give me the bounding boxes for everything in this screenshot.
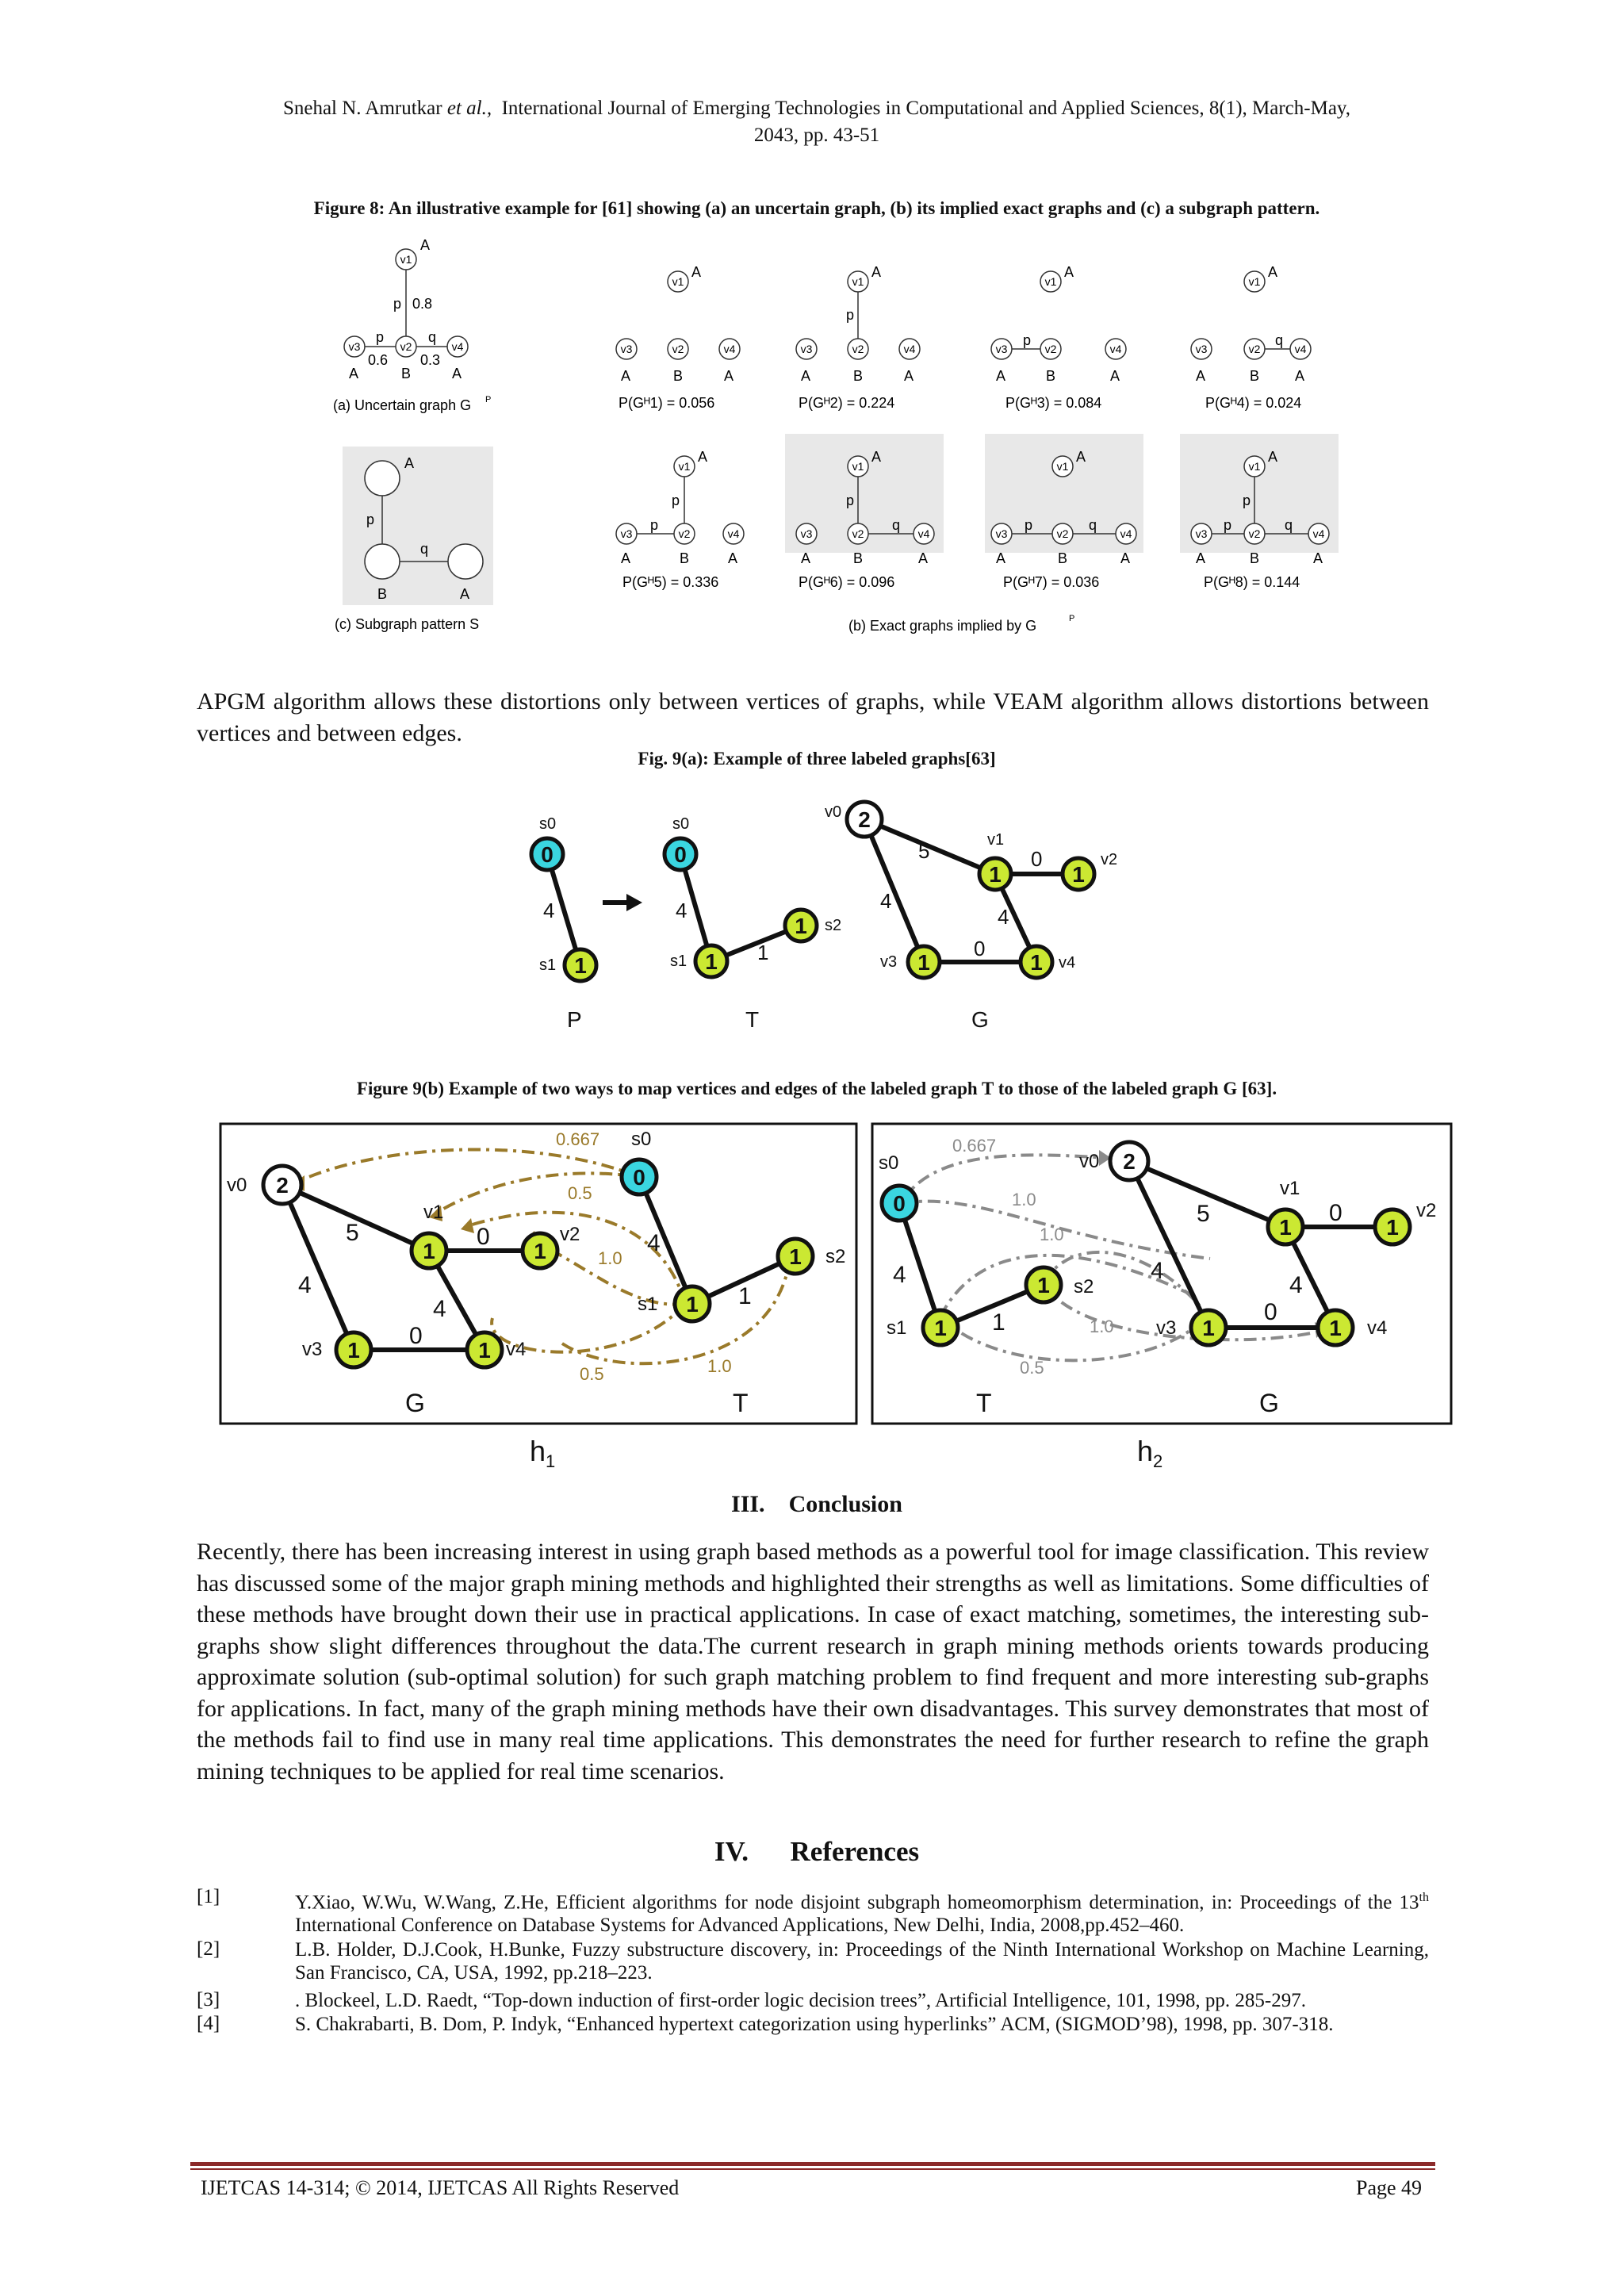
svg-text:1: 1 (574, 953, 587, 978)
svg-text:1: 1 (1279, 1215, 1292, 1240)
svg-text:v0: v0 (825, 803, 842, 821)
svg-text:v3: v3 (348, 340, 361, 353)
svg-text:A: A (1064, 264, 1074, 280)
figure-9b (219, 1120, 1453, 1477)
svg-text:p: p (1025, 517, 1033, 533)
svg-text:v1: v1 (1056, 460, 1069, 473)
svg-text:v3: v3 (880, 953, 898, 971)
svg-text:v4: v4 (903, 343, 916, 355)
svg-text:v4: v4 (917, 527, 930, 540)
svg-text:A: A (1196, 368, 1206, 384)
exact-graphs-label: (b) Exact graphs implied by G (848, 618, 1037, 634)
svg-text:P(Gᴴ4) = 0.024: P(Gᴴ4) = 0.024 (1205, 395, 1302, 411)
svg-text:q: q (1275, 332, 1284, 348)
ref-2-number: [2] (197, 1938, 220, 1960)
exact-graph-1 (616, 264, 740, 411)
ref-4-number: [4] (197, 2013, 220, 2034)
svg-text:v3: v3 (1156, 1317, 1177, 1339)
svg-text:v4: v4 (1109, 343, 1122, 355)
svg-text:q: q (420, 541, 429, 557)
svg-text:0: 0 (409, 1323, 423, 1349)
footer-rule-thin (190, 2168, 1435, 2170)
svg-text:1: 1 (1386, 1215, 1399, 1240)
svg-text:v2: v2 (400, 340, 412, 353)
svg-text:v4: v4 (1294, 343, 1307, 355)
exact-graph-4 (1191, 264, 1311, 411)
svg-text:5: 5 (918, 839, 930, 863)
svg-text:1: 1 (1030, 950, 1043, 975)
svg-text:4: 4 (880, 889, 892, 913)
svg-text:4: 4 (1289, 1272, 1303, 1298)
svg-text:1: 1 (992, 1309, 1005, 1336)
svg-text:(a) Uncertain graph G: (a) Uncertain graph G (333, 397, 472, 413)
svg-text:A: A (420, 237, 431, 253)
svg-text:p: p (1023, 332, 1032, 348)
svg-text:p: p (846, 307, 855, 323)
svg-text:p: p (846, 493, 855, 508)
svg-text:1: 1 (917, 950, 930, 975)
svg-text:B: B (1058, 550, 1068, 566)
svg-text:A: A (724, 368, 734, 384)
svg-text:4: 4 (1151, 1258, 1164, 1284)
svg-text:1.0: 1.0 (1012, 1190, 1036, 1209)
svg-text:4: 4 (998, 905, 1009, 929)
svg-text:A: A (404, 455, 415, 471)
svg-text:s2: s2 (825, 917, 842, 934)
figure-9a-caption: Fig. 9(a): Example of three labeled graphs[63] (638, 749, 996, 769)
svg-text:v3: v3 (800, 527, 813, 540)
svg-text:A: A (1110, 368, 1120, 384)
svg-text:1: 1 (757, 941, 769, 964)
svg-text:s0: s0 (631, 1129, 652, 1150)
svg-text:P(Gᴴ3) = 0.084: P(Gᴴ3) = 0.084 (1005, 395, 1102, 411)
svg-text:A: A (728, 550, 738, 566)
svg-text:A: A (698, 449, 708, 465)
svg-text:v1: v1 (852, 460, 864, 473)
svg-text:0: 0 (541, 842, 553, 867)
svg-text:B: B (1046, 368, 1056, 384)
svg-text:B: B (377, 586, 388, 602)
svg-text:v1: v1 (423, 1202, 444, 1223)
svg-text:0: 0 (1264, 1299, 1277, 1325)
svg-text:(c) Subgraph pattern S: (c) Subgraph pattern S (335, 616, 480, 632)
svg-text:p: p (1224, 517, 1232, 533)
svg-text:q: q (892, 517, 901, 533)
svg-text:4: 4 (298, 1272, 312, 1298)
svg-text:0: 0 (1329, 1200, 1342, 1226)
svg-text:1.0: 1.0 (1090, 1317, 1114, 1336)
svg-text:1: 1 (478, 1338, 491, 1363)
exact-graph-2 (796, 264, 920, 411)
svg-text:v1: v1 (400, 253, 412, 266)
panel-subgraph (343, 447, 493, 605)
svg-text:1: 1 (738, 1283, 752, 1309)
svg-text:P(Gᴴ7) = 0.036: P(Gᴴ7) = 0.036 (1003, 574, 1100, 590)
svg-text:0: 0 (974, 937, 986, 960)
svg-text:1: 1 (989, 862, 1002, 887)
svg-text:A: A (801, 550, 811, 566)
ref-3-text: . Blockeel, L.D. Raedt, “Top-down induction of first-order logic decision trees”, Artificial Intelligence, 101, 1998, pp. 285-297. (295, 1990, 1306, 2011)
svg-text:1: 1 (795, 914, 807, 938)
svg-text:P(Gᴴ6) = 0.096: P(Gᴴ6) = 0.096 (799, 574, 895, 590)
svg-text:4: 4 (433, 1296, 446, 1322)
svg-text:v2: v2 (672, 343, 684, 355)
svg-text:v2: v2 (1248, 527, 1261, 540)
svg-text:A: A (691, 264, 702, 280)
svg-text:1: 1 (1037, 1273, 1050, 1297)
svg-text:B: B (401, 366, 412, 381)
exact-graph-5 (616, 449, 744, 590)
svg-text:A: A (996, 550, 1006, 566)
figure-9a (508, 789, 1158, 1043)
svg-text:P(Gᴴ1) = 0.056: P(Gᴴ1) = 0.056 (619, 395, 715, 411)
svg-text:A: A (1076, 449, 1086, 465)
ref-3-number: [3] (197, 1989, 220, 2010)
svg-text:v1: v1 (672, 275, 684, 288)
svg-text:v1: v1 (852, 275, 864, 288)
svg-text:G: G (405, 1389, 425, 1417)
svg-text:v0: v0 (227, 1175, 247, 1196)
svg-text:v2: v2 (852, 343, 864, 355)
conclusion-paragraph: Recently, there has been increasing interest in using graph based methods as a powerful tool for image classification. This review has discussed some of the major graph mining methods and highlighted their strengths as well as limitations. Some difficulties of these methods have brought down their use in practical applications. In case of exact matching, sometimes, the interesting sub-graphs show slight differences throughout the data.The current research in graph mining methods orients towards producing approximate solution (sub-optimal solution) for such graph matching problem to find frequent and more interesting sub-graphs for applications. In fact, many of the graph mining methods have their own disadvantages. This survey demonstrates that most of the methods fail to find use in many real time applications. This demonstrates the need for further research to refine the graph mining techniques to be applied for real time scenarios. (197, 1539, 1429, 1784)
svg-text:1.0: 1.0 (1040, 1225, 1064, 1244)
svg-text:A: A (1313, 550, 1323, 566)
svg-text:q: q (1285, 517, 1293, 533)
svg-text:p: p (376, 329, 385, 345)
svg-text:2: 2 (858, 807, 871, 832)
svg-text:0: 0 (893, 1191, 906, 1216)
svg-text:0.6: 0.6 (368, 352, 389, 368)
svg-text:s0: s0 (539, 815, 557, 833)
svg-text:v2: v2 (560, 1224, 580, 1245)
svg-text:p: p (672, 493, 680, 508)
svg-text:B: B (1250, 368, 1260, 384)
svg-text:0: 0 (477, 1224, 490, 1250)
svg-text:G: G (1259, 1389, 1279, 1417)
svg-text:0: 0 (674, 842, 687, 867)
svg-text:p: p (1243, 493, 1251, 508)
svg-text:A: A (918, 550, 929, 566)
svg-text:4: 4 (543, 899, 555, 922)
figure-9b-caption: Figure 9(b) Example of two ways to map vertices and edges of the labeled graph T to those of the labeled graph G [63]. (356, 1079, 1277, 1098)
svg-text:v2: v2 (1056, 527, 1069, 540)
svg-text:A: A (871, 264, 882, 280)
svg-text:4: 4 (676, 899, 688, 922)
svg-text:v2: v2 (1044, 343, 1057, 355)
svg-text:s0: s0 (672, 815, 690, 833)
svg-text:A: A (1120, 550, 1131, 566)
running-header: Snehal N. Amrutkar et al., International Journal of Emerging Technologies in Computational and Applied Sciences, 8(1), March-May, 2043, pp. 43-51 (282, 98, 1351, 146)
svg-text:1: 1 (705, 949, 718, 974)
svg-text:1: 1 (1072, 862, 1085, 887)
svg-text:1: 1 (686, 1292, 699, 1317)
svg-text:v4: v4 (1059, 954, 1076, 972)
svg-text:v4: v4 (1120, 527, 1132, 540)
svg-text:0: 0 (633, 1165, 645, 1190)
svg-text:s1: s1 (539, 956, 557, 974)
svg-text:v1: v1 (987, 831, 1005, 849)
svg-text:1: 1 (934, 1316, 947, 1340)
svg-text:A: A (621, 368, 631, 384)
svg-text:q: q (428, 329, 437, 345)
svg-text:s1: s1 (638, 1294, 658, 1315)
svg-text:A: A (1268, 264, 1278, 280)
svg-text:q: q (1089, 517, 1097, 533)
svg-text:1: 1 (789, 1244, 802, 1269)
svg-text:4: 4 (647, 1230, 661, 1256)
svg-text:B: B (853, 368, 864, 384)
svg-text:P: P (485, 395, 492, 404)
svg-text:v2: v2 (852, 527, 864, 540)
svg-text:v0: v0 (1079, 1151, 1100, 1172)
references-heading: IV. References (714, 1836, 920, 1867)
svg-text:2: 2 (1123, 1149, 1136, 1174)
svg-text:1: 1 (1202, 1316, 1215, 1340)
svg-text:p: p (366, 512, 375, 527)
svg-text:0.3: 0.3 (420, 352, 441, 368)
svg-text:s1: s1 (887, 1317, 907, 1339)
svg-text:v3: v3 (302, 1339, 323, 1360)
svg-text:B: B (1250, 550, 1260, 566)
svg-text:v2: v2 (678, 527, 691, 540)
svg-text:B: B (853, 550, 864, 566)
svg-text:v1: v1 (1280, 1178, 1300, 1199)
svg-text:1: 1 (423, 1239, 435, 1263)
h2-label: $h_2$ (1137, 1435, 1163, 1471)
svg-text:5: 5 (346, 1220, 359, 1246)
svg-text:v4: v4 (451, 340, 464, 353)
svg-text:4: 4 (893, 1262, 906, 1288)
ref-4-text: S. Chakrabarti, B. Dom, P. Indyk, “Enhanced hypertext categorization using hyperlinks” ACM, (SIGMOD’98), 1998, pp. 307-318. (295, 2014, 1334, 2035)
svg-text:0.5: 0.5 (568, 1183, 592, 1203)
svg-text:T: T (745, 1007, 760, 1032)
svg-text:v1: v1 (678, 460, 691, 473)
svg-text:1.0: 1.0 (707, 1356, 732, 1376)
svg-text:v4: v4 (1367, 1317, 1388, 1339)
svg-text:v2: v2 (1101, 851, 1118, 868)
svg-text:v2: v2 (1248, 343, 1261, 355)
body-paragraph: APGM algorithm allows these distortions only between vertices of graphs, while VEAM algorithm allows distortions between vertices and between edges. (197, 688, 1429, 746)
svg-text:T: T (733, 1389, 749, 1417)
svg-text:2: 2 (276, 1173, 289, 1198)
svg-text:B: B (673, 368, 684, 384)
svg-text:v4: v4 (727, 527, 740, 540)
svg-text:P(Gᴴ2) = 0.224: P(Gᴴ2) = 0.224 (799, 395, 895, 411)
figure-8-caption: Figure 8: An illustrative example for [61] showing (a) an uncertain graph, (b) its implied exact graphs and (c) a subgraph pattern. (313, 198, 1320, 218)
svg-text:v3: v3 (995, 343, 1008, 355)
svg-text:v3: v3 (800, 343, 813, 355)
svg-text:P: P (1069, 614, 1075, 623)
svg-text:A: A (904, 368, 914, 384)
svg-text:A: A (1268, 449, 1278, 465)
svg-text:s2: s2 (1074, 1276, 1094, 1297)
svg-text:0.667: 0.667 (556, 1129, 600, 1149)
footer-rule (190, 2162, 1435, 2166)
svg-text:p: p (393, 296, 402, 312)
h1-label: $h_1$ (530, 1435, 556, 1471)
svg-text:T: T (976, 1389, 992, 1417)
ref-1-text: Y.Xiao, W.Wu, W.Wang, Z.He, Efficient algorithms for node disjoint subgraph homeomorphism determination, in: Proceedings of the 13th International Conference on Database Systems for Advanced Applications, New Delhi, India, 2008,pp.452–460. (295, 1891, 1429, 1937)
svg-text:0: 0 (1031, 847, 1043, 871)
svg-text:1: 1 (1329, 1316, 1342, 1340)
ref-1-number: [1] (197, 1886, 220, 1907)
svg-text:A: A (460, 586, 470, 602)
exact-graph-3 (991, 264, 1126, 411)
svg-text:A: A (996, 368, 1006, 384)
svg-text:0.8: 0.8 (412, 296, 433, 312)
svg-text:v3: v3 (620, 343, 633, 355)
svg-text:1.0: 1.0 (598, 1248, 622, 1268)
footer-copyright: IJETCAS 14-314; © 2014, IJETCAS All Rights Reserved (201, 2176, 680, 2199)
svg-text:v4: v4 (1312, 527, 1325, 540)
svg-text:A: A (621, 550, 631, 566)
svg-text:v1: v1 (1248, 275, 1261, 288)
svg-text:v4: v4 (506, 1339, 527, 1360)
svg-text:0.5: 0.5 (580, 1364, 604, 1384)
svg-text:0.5: 0.5 (1020, 1358, 1044, 1378)
svg-text:P(Gᴴ5) = 0.336: P(Gᴴ5) = 0.336 (622, 574, 719, 590)
svg-text:A: A (1295, 368, 1305, 384)
uncertain-graph (333, 237, 491, 413)
svg-text:5: 5 (1197, 1201, 1210, 1227)
figure-8 (301, 226, 1348, 646)
svg-text:1: 1 (534, 1239, 546, 1263)
svg-text:v1: v1 (1248, 460, 1261, 473)
svg-text:A: A (801, 368, 811, 384)
svg-text:s2: s2 (825, 1246, 846, 1267)
page-number: Page 49 (1356, 2176, 1423, 2199)
svg-text:A: A (1196, 550, 1206, 566)
ref-2-text: L.B. Holder, D.J.Cook, H.Bunke, Fuzzy substructure discovery, in: Proceedings of the Ninth International Workshop on Machine Learning, San Francisco, CA, USA, 1992, pp.218–223. (295, 1939, 1429, 1984)
svg-text:s1: s1 (670, 953, 688, 970)
svg-text:B: B (680, 550, 690, 566)
svg-text:p: p (650, 517, 659, 533)
svg-text:P: P (567, 1007, 582, 1032)
svg-text:v3: v3 (1195, 343, 1208, 355)
svg-text:G: G (971, 1007, 989, 1032)
conclusion-heading: III. Conclusion (731, 1491, 902, 1517)
svg-text:v4: v4 (723, 343, 736, 355)
svg-text:v3: v3 (1195, 527, 1208, 540)
svg-text:A: A (452, 366, 462, 381)
svg-text:0.667: 0.667 (952, 1136, 997, 1156)
svg-text:v3: v3 (995, 527, 1008, 540)
svg-text:A: A (871, 449, 882, 465)
svg-text:v3: v3 (620, 527, 633, 540)
svg-text:s0: s0 (879, 1152, 899, 1174)
svg-text:A: A (349, 366, 359, 381)
svg-text:1: 1 (347, 1338, 360, 1363)
svg-text:v1: v1 (1044, 275, 1057, 288)
svg-text:P(Gᴴ8) = 0.144: P(Gᴴ8) = 0.144 (1204, 574, 1300, 590)
svg-text:v2: v2 (1416, 1200, 1437, 1221)
